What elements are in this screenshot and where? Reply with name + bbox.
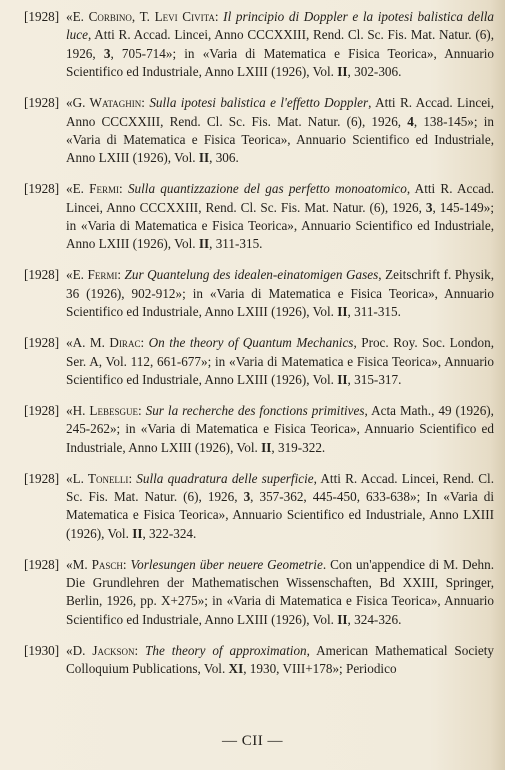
entry-title: Vorlesungen über neuere Geometrie — [130, 556, 323, 572]
entry-text: «A. M. Dirac: On the theory of Quantum Mechanics, Proc. Roy. Soc. London, Ser. A, Vol. 112, 661-677»; in «Varia di Matematica e Fisica Teorica», Annuario Scientifico ed Industriale, Anno LXIII (1926), Vol. II, 315-317. — [66, 335, 495, 387]
entry-year: [1928] — [24, 335, 60, 351]
entry-author: M. Pasch — [72, 556, 123, 572]
entry-title: Sur la recherche des fonctions primitives — [145, 402, 365, 418]
entry-year: [1928] — [24, 470, 60, 486]
entry-author: D. Jackson — [72, 642, 135, 658]
entry-title: Il principio di Doppler e la ipotesi balistica della luce — [66, 9, 494, 43]
bibliography-entry — [24, 556, 494, 630]
entry-text: «M. Pasch: Vorlesungen über neuere Geometrie. Con un'appendice di M. Dehn. Die Grundlehren der Mathematischen Wissenschaften, Bd XXIII, Springer, Berlin, 1926, pp. X+275»; in «Varia di Matematica e Fisica Teorica», Annuario Scientifico ed Industriale, Anno LXIII (1926), Vol. II, 324-326. — [66, 556, 495, 627]
entry-text: «H. Lebesgue: Sur la recherche des fonctions primitives, Acta Math., 49 (1926), 245-262»; in «Varia di Matematica e Fisica Teorica», Annuario Scientifico ed Industriale, Anno LXIII (1926), Vol. II, 319-322. — [66, 402, 494, 455]
entry-year: [1930] — [24, 642, 60, 658]
entry-year: [1928] — [24, 402, 60, 418]
bibliography-entry — [24, 334, 494, 389]
page-number: — CII — — [222, 733, 283, 749]
bibliography-list — [24, 8, 494, 691]
bibliography-entry — [24, 8, 494, 82]
entry-author: E. Fermi — [72, 267, 118, 283]
bibliography-entry — [24, 180, 494, 254]
bibliography-entry — [24, 470, 494, 544]
entry-text: «E. Fermi: Zur Quantelung des idealen-einatomigen Gases, Zeitschrift f. Physik, 36 (1926), 902-912»; in «Varia di Matematica e Fisica Teorica», Annuario Scientifico ed Industriale, Anno LXIII (1926), Vol. II, 311-315. — [66, 267, 495, 320]
bibliography-entry — [24, 266, 494, 321]
entry-year: [1928] — [24, 9, 60, 24]
entry-author: E. Corbino, T. Levi Civita — [72, 9, 215, 24]
entry-text: «G. Wataghin: Sulla ipotesi balistica e l'effetto Doppler, Atti R. Accad. Lincei, Anno CCCXXIII, Rend. Cl. Sc. Fis. Mat. Natur. (6), 1926, 4, 138-145»; in «Varia di Matematica e Fisica Teorica», Annuario Scientifico ed Industriale, Anno LXIII (1926), Vol. II, 306. — [66, 95, 495, 166]
entry-text: «L. Tonelli: Sulla quadratura delle superficie, Atti R. Accad. Lincei, Rend. Cl. Sc. Fis. Mat. Natur. (6), 1926, 3, 357-362, 445-450, 633-638»; In «Varia di Matematica e Fisica Teorica», Annuario Scientifico ed Industriale, Anno LXIII (1926), Vol. II, 322-324. — [66, 470, 494, 541]
entry-author: G. Wataghin — [72, 95, 142, 111]
entry-text: «E. Fermi: Sulla quantizzazione del gas perfetto monoatomico, Atti R. Accad. Lincei, Anno CCCXXIII, Rend. Cl. Sc. Fis. Mat. Natur. (6), 1926, 3, 145-149»; in «Varia di Matematica e Fisica Teorica», Annuario Scientifico ed Industriale, Anno LXIII (1926), Vol. II, 311-315. — [66, 181, 495, 252]
entry-title: The theory of approximation — [145, 642, 307, 658]
bibliography-entry — [24, 642, 494, 679]
entry-author: E. Fermi — [72, 181, 120, 197]
bibliography-entry — [24, 94, 494, 168]
entry-title: Zur Quantelung des idealen-einatomigen Gases — [124, 267, 379, 283]
entry-text: «E. Corbino, T. Levi Civita: Il principio di Doppler e la ipotesi balistica della luce, Atti R. Accad. Lincei, Anno CCCXXIII, Rend. Cl. Sc. Fis. Mat. Natur. (6), 1926, 3, 705-714»; in «Varia di Matematica e Fisica Teorica», Annuario Scientifico ed Industriale, Anno LXIII (1926), Vol. II, 302-306. — [66, 9, 495, 80]
entry-author: L. Tonelli — [72, 470, 129, 486]
entry-year: [1928] — [24, 181, 60, 197]
entry-author: H. Lebesgue — [72, 402, 138, 418]
entry-year: [1928] — [24, 95, 60, 111]
entry-author: A. M. Dirac — [72, 335, 141, 351]
entry-title: Sulla quantizzazione del gas perfetto monoatomico — [127, 181, 407, 197]
bibliography-entry — [24, 402, 494, 457]
entry-year: [1928] — [24, 267, 60, 283]
entry-title: Sulla ipotesi balistica e l'effetto Doppler — [149, 95, 369, 111]
entry-text: «D. Jackson: The theory of approximation, American Mathematical Society Colloquium Publications, Vol. XI, 1930, VIII+178»; Periodico — [66, 642, 494, 677]
entry-title: On the theory of Quantum Mechanics — [148, 335, 354, 351]
entry-title: Sulla quadratura delle superficie — [136, 470, 314, 486]
entry-year: [1928] — [24, 556, 60, 572]
